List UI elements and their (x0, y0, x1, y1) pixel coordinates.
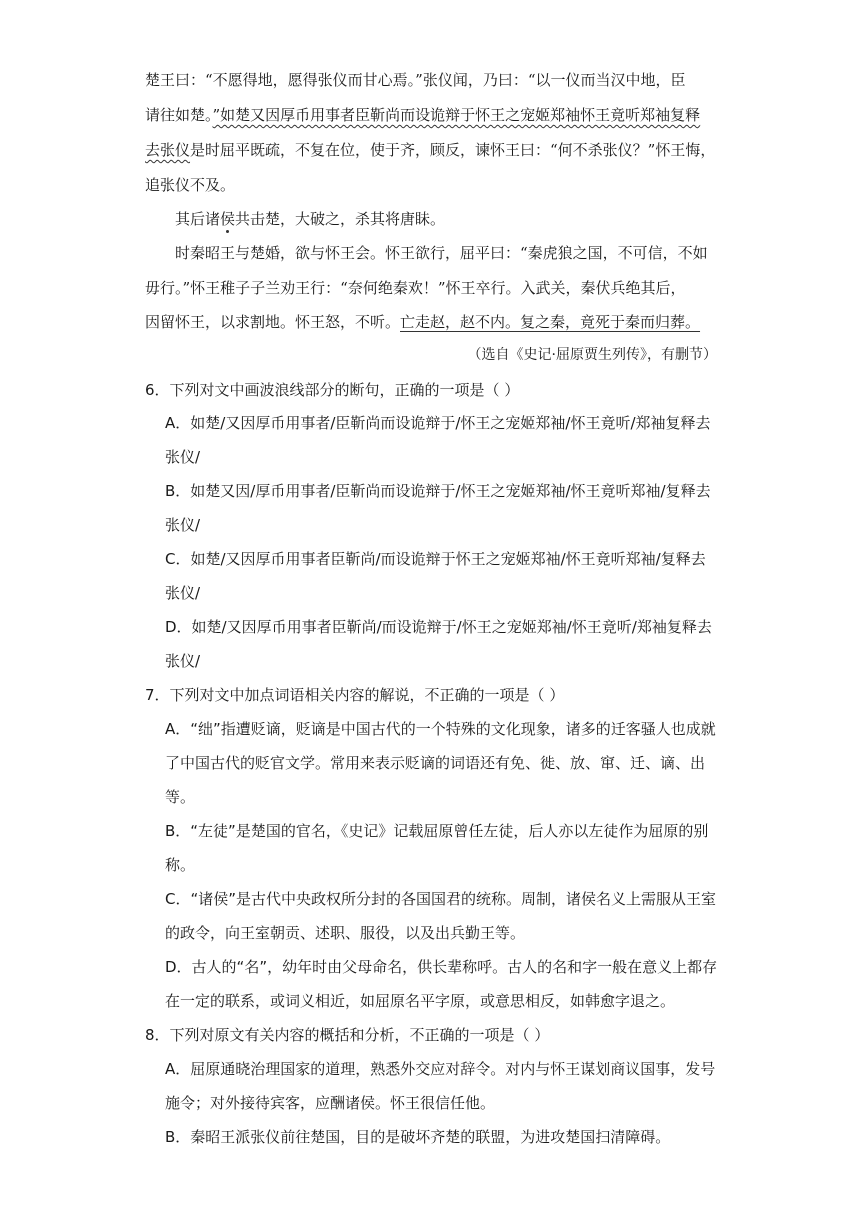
option-b-cont: 称。 (165, 856, 196, 874)
underlined-text: 亡走赵，赵不内。复之秦，竟死于秦而归葬。 (400, 313, 701, 331)
passage-text: 请往如楚。 (145, 106, 213, 124)
option-a-cont: 施令；对外接待宾客，应酬诸侯。怀王很信任他。 (165, 1094, 496, 1112)
option-a: A．屈原通晓治理国家的道理，熟悉外交应对辞令。对内与怀王谋划商议国事，发号 (165, 1060, 716, 1078)
option-a: A．如楚/又因厚币用事者/臣靳尚而设诡辩于/怀王之宠姬郑袖/怀王竟听/郑袖复释去 (165, 414, 711, 432)
passage-text: 是时屈平既疏，不复在位，使于齐，顾反，谏怀王曰：“何不杀张仪？”怀王悔， (190, 141, 716, 159)
option-c: C．“诸侯”是古代中央政权所分封的各国国君的统称。周制，诸侯名义上需服从王室 (165, 890, 717, 908)
option-b-cont: 张仪/ (165, 516, 201, 534)
question-stem: 6．下列对文中画波浪线部分的断句，正确的一项是（ ） (145, 381, 520, 399)
question-stem: 7．下列对文中加点词语相关内容的解说，不正确的一项是（ ） (145, 686, 565, 704)
option-a: A．“绌”指遭贬谪，贬谪是中国古代的一个特殊的文化现象，诸多的迁客骚人也成就 (165, 720, 716, 738)
passage-line (145, 140, 715, 160)
source-citation: （选自《史记·屈原贾生列传》，有删节） (467, 347, 717, 363)
option-c-cont: 张仪/ (165, 584, 201, 602)
option-a-cont: 等。 (165, 788, 196, 806)
passage-line (175, 209, 445, 229)
option-b: B．秦昭王派张仪前往楚国，目的是破坏齐楚的联盟，为进攻楚国扫清障碍。 (165, 1128, 671, 1146)
option-d: D．如楚/又因厚币用事者臣靳尚/而设诡辩于/怀王之宠姬郑袖/怀王竟听/郑袖复释去 (165, 618, 712, 636)
passage-line: 毋行。”怀王稚子子兰劝王行：“奈何绝秦欢！”怀王卒行。入武关，秦伏兵绝其后， (145, 279, 686, 297)
option-c: C．如楚/又因厚币用事者臣靳尚/而设诡辩于怀王之宠姬郑袖/怀王竟听郑袖/复释去 (165, 550, 706, 568)
passage-line (145, 312, 700, 332)
passage-line: 追张仪不及。 (145, 176, 236, 194)
question-stem: 8．下列对原文有关内容的概括和分析，不正确的一项是（ ） (145, 1026, 550, 1044)
passage-text: 其后诸 (175, 210, 221, 228)
option-b: B．如楚又因/厚币用事者/臣靳尚而设诡辩于/怀王之宠姬郑袖/怀王竟听郑袖/复释去 (165, 482, 711, 500)
option-d-cont: 在一定的联系，或词义相近，如屈原名平字原，或意思相反，如韩愈字退之。 (165, 992, 676, 1010)
passage-line: 时秦昭王与楚婚，欲与怀王会。怀王欲行，屈平曰：“秦虎狼之国，不可信，不如 (175, 244, 708, 262)
option-d-cont: 张仪/ (165, 652, 201, 670)
option-b: B．“左徒”是楚国的官名，《史记》记载屈原曾任左徒，后人亦以左徒作为屈原的别 (165, 822, 709, 840)
option-a-cont: 张仪/ (165, 448, 201, 466)
wavy-underlined-text: ”如楚又因厚币用事者臣靳尚而设诡辩于怀王之宠姬郑袖怀王竟听郑袖复释 (212, 106, 701, 124)
dotted-emphasis-char: 侯 (220, 210, 236, 228)
option-d: D．古人的“名”，幼年时由父母命名，供长辈称呼。古人的名和字一般在意义上都存 (165, 958, 718, 976)
passage-text: 共击楚，大破之，杀其将唐眛。 (235, 210, 446, 228)
passage-text: 因留怀王，以求割地。怀王怒，不听。 (145, 313, 401, 331)
option-c-cont: 的政令，向王室朝贡、述职、服役，以及出兵勤王等。 (165, 924, 526, 942)
passage-line: 楚王曰：“不愿得地，愿得张仪而甘心焉。”张仪闻，乃曰：“以一仪而当汉中地，臣 (145, 71, 686, 89)
passage-line (145, 105, 700, 125)
option-a-cont: 了中国古代的贬官文学。常用来表示贬谪的词语还有免、徙、放、窜、迁、谪、出 (165, 754, 706, 772)
wavy-underlined-text: 去张仪 (145, 141, 191, 159)
